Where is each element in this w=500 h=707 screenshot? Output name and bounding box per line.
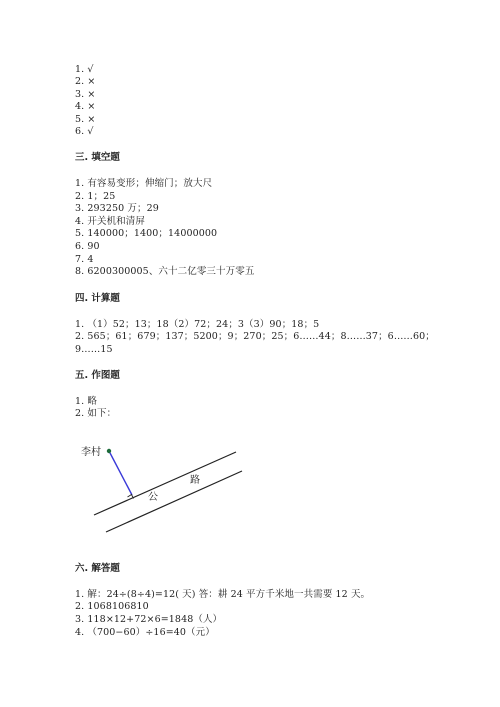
tf-answer-2: 2. ×: [75, 76, 96, 87]
tf-answer-3: 3. ×: [75, 89, 96, 100]
calc-answer-1: 1. （1）52；13；18（2）72；24；3（3）90；18；5: [75, 319, 320, 330]
draw-answer-1: 1. 略: [75, 396, 97, 407]
fill-answer-2: 2. 1；25: [75, 191, 116, 202]
problem-answer-2: 2. 1068106810: [75, 601, 149, 612]
tf-answer-4: 4. ×: [75, 101, 96, 112]
section-heading-drawing: 五. 作图题: [75, 370, 120, 381]
fill-answer-6: 6. 90: [75, 241, 100, 252]
tf-answer-5: 5. ×: [75, 114, 96, 125]
draw-answer-2: 2. 如下：: [75, 408, 117, 419]
road-village-diagram: [60, 430, 260, 545]
section-heading-word-problems: 六. 解答题: [75, 563, 120, 574]
fill-answer-5: 5. 140000；1400；14000000: [75, 228, 218, 239]
tf-answer-1: 1. √: [75, 64, 94, 75]
fill-answer-3: 3. 293250 万；29: [75, 203, 159, 214]
fill-answer-7: 7. 4: [75, 254, 94, 265]
tf-answer-6: 6. √: [75, 126, 94, 137]
village-point: [107, 449, 111, 453]
section-heading-fill-blank: 三. 填空题: [75, 152, 120, 163]
fill-answer-8: 8. 6200300005、六十二亿零三十万零五: [75, 266, 255, 277]
problem-answer-4: 4. （700−60）÷16=40（元）: [75, 627, 215, 638]
village-label: 李村: [81, 447, 101, 458]
fill-answer-1: 1. 有容易变形；伸缩门；放大尺: [75, 178, 213, 189]
perpendicular-segment: [109, 451, 132, 495]
problem-answer-3: 3. 118×12+72×6=1848（人）: [75, 614, 223, 625]
problem-answer-1: 1. 解：24÷(8÷4)=12( 天) 答：耕 24 平方千米地一共需要 12 天。: [75, 589, 371, 600]
section-heading-calculation: 四. 计算题: [75, 293, 120, 304]
road-label-gong: 公: [148, 492, 158, 503]
calc-answer-2-cont: 9……15: [75, 344, 113, 355]
fill-answer-4: 4. 开关机和清屏: [75, 216, 145, 227]
road-label-lu: 路: [190, 475, 200, 486]
calc-answer-2: 2. 565；61；679；137；5200；9；270；25；6……44；8……37；6……60；: [75, 331, 435, 342]
